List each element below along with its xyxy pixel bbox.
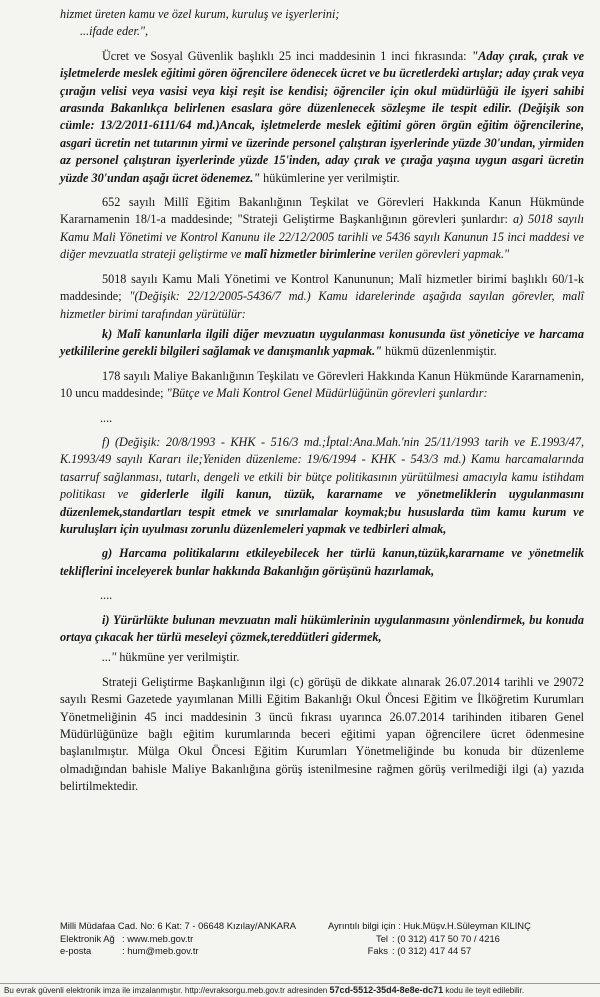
website-link[interactable]: : www.meb.gov.tr — [122, 932, 194, 944]
clause-f: f) (Değişik: 20/8/1993 - KHK - 516/3 md.;İptal:Ana.Mah.'nin 25/11/1993 tarih ve E.1993/47, K.1993/49 sayılı Kararı ile;Yeniden düzenleme: 19/6/1994 - KHK - 543/3 md.) Kamu harcamalarında tasarruf sağlanması, tutarlı, dengeli ve etkili bir bütçe politikasının yürütülmesi amacıyla kamu istihdam politikası ve giderlerle ilgili kanun, tüzük, kararname ve yönetmeliklerin uygulanmasını düzenlemek,standartları tespit etmek ve sınırlamalar koymak;bu hususlarda tüm kamu kurum ve kuruluşları için uyulması zorunlu düzenlemeleri yapmak ve tedbirleri almak, — [60, 434, 584, 536]
email-link[interactable]: : hum@meb.gov.tr — [122, 945, 199, 957]
quote-continuation: hizmet üreten kamu ve özel kurum, kuruluş ve işyerlerini; ...ifade eder.", — [60, 7, 340, 39]
e-signature-verification-note: Bu evrak güvenli elektronik imza ile imzalanmıştır. http://evraksorgu.meb.gov.tr adresinden 57cd-5512-35d4-8e8e-dc71 kodu ile teyit edilebilir. — [4, 985, 525, 995]
clause-k: k) Malî kanunlarla ilgili diğer mevzuatın uygulanması konusunda üst yöneticiye ve harcama yetkililerine gerekli bilgileri sağlamak ve danışmanlık yapmak." hükmü düzenlenmiştir. — [60, 326, 584, 359]
email-label: e-posta — [60, 945, 92, 957]
tel-label: Tel — [376, 932, 388, 944]
footer-divider — [0, 983, 600, 984]
paragraph-khk-178: 178 sayılı Maliye Bakanlığının Teşkilatı ve Görevleri Hakkında Kanun Hükmünde Kararnamenin, 10 uncu maddesinde; "Bütçe ve Mali Kontrol Genel Müdürlüğünün görevleri şunlardır: — [60, 368, 584, 401]
ellipsis: .... — [100, 588, 113, 603]
contact-address-block — [60, 920, 335, 958]
document-body — [60, 6, 584, 796]
ellipsis: .... — [100, 410, 113, 425]
clause-g: g) Harcama politikalarını etkileyebilecek her türlü kanun,tüzük,kararname ve yönetmelik tekliflerini inceleyerek bunlar hakkında Bakanlığın görüşünü hazırlamak, — [60, 546, 584, 578]
verification-code: 57cd-5512-35d4-8e8e-dc71 — [329, 985, 444, 995]
address: Milli Müdafaa Cad. No: 6 Kat: 7 - 06648 Kızılay/ANKARA — [60, 920, 297, 931]
paragraph-khk-652: 652 sayılı Millî Eğitim Bakanlığının Teşkilat ve Görevleri Hakkında Kanun Hükmünde Kararnamenin 18/1-a maddesinde; "Strateji Geliştirme Başkanlığının görevleri şunlardır: a) 5018 sayılı Kamu Mali Yönetimi ve Kontrol Kanunu ile 22/12/2005 tarihli ve 5436 sayılı Kanunun 15 inci maddesi ve diğer mevzuatla strateji geliştirme ve malî hizmetler birimlerine verilen görevleri yapmak." — [60, 195, 584, 262]
contact-person-block — [328, 920, 588, 958]
paragraph-article-25: Ücret ve Sosyal Güvenlik başlıklı 25 inci maddesinin 1 inci fıkrasında: "Aday çırak, çırak ve işletmelerde meslek eğitimi gören öğrencilere ödenecek ücret ve bu ücretlerdeki artışlar; aday çırak veya çırağın velisi veya vasisi veya kişi reşit ise kendisi; öğrenciler için okul müdürlüğü ile işyeri sahibi arasında Bakanlıkça belirlenen esaslara göre düzenlenecek sözleşme ile tespit edilir. (Değişik son cümle: 13/2/2011-6111/64 md.)Ancak, işletmelerde meslek eğitimi gören örgün eğitim öğrencilerine, asgari ücretin net tutarının yirmi ve üzerinde personel çalıştıran işyerlerinde yüzde 30'undan, yirmiden az personel çalıştıran işyerlerinde yüzde 15'inden, aday çırak ve çırağa yaşına uygun asgari ücretin yüzde 30'undan aşağı ücret ödenemez." hükümlerine yer verilmiştir. — [60, 48, 585, 185]
clause-i: i) Yürürlükte bulunan mevzuatın mali hükümlerinin uygulanmasını yönlendirmek, bu konuda ortaya çıkacak her türlü meseleyi çözmek,tereddütleri gidermek, — [60, 612, 584, 644]
fax-label: Faks — [367, 945, 388, 957]
fax-number: : (0 312) 417 44 57 — [392, 945, 472, 957]
contact-person: Ayrıntılı bilgi için : Huk.Müşv.H.Süleyman KILINÇ — [328, 920, 531, 931]
paragraph-strategy: Strateji Geliştirme Başkanlığının ilgi (c) görüşü de dikkate alınarak 26.07.2014 tarihli ve 29072 sayılı Resmi Gazetede yayımlanan Milli Eğitim Bakanlığı Okul Öncesi Eğitim ve İlköğretim Kurumları Yönetmeliğinin 45 inci maddesinin 3 üncü fıkrası uyarınca 26.07.2014 tarihinden itibaren Genel Müdürlüğünüze bağlı eğitim kurumlarında beceri eğitimi yapan öğrencilere ücret ödenmesine başlanılmıştır. Mülga Okul Öncesi Eğitim Kurumları Yönetmeliğinde bu konuda bir düzenleme olmadığından bahisle Maliye Bakanlığına görüş istenilmesine rağmen görüş verilmediği ilgi (a) yazıda belirtilmektedir. — [60, 674, 584, 794]
phone-number: : (0 312) 417 50 70 / 4216 — [392, 932, 500, 944]
quote-end: ..." hükmüne yer verilmiştir. — [102, 650, 240, 665]
web-label: Elektronik Ağ — [60, 932, 115, 944]
paragraph-law-5018: 5018 sayılı Kamu Mali Yönetimi ve Kontrol Kanununun; Malî hizmetler birimi başlıklı 60/1-k maddesinde; "(Değişik: 22/12/2005-5436/7 md.) Kamu idarelerinde aşağıda sayılan görevler, malî hizmetler birimi tarafından yürütülür: — [60, 271, 585, 321]
